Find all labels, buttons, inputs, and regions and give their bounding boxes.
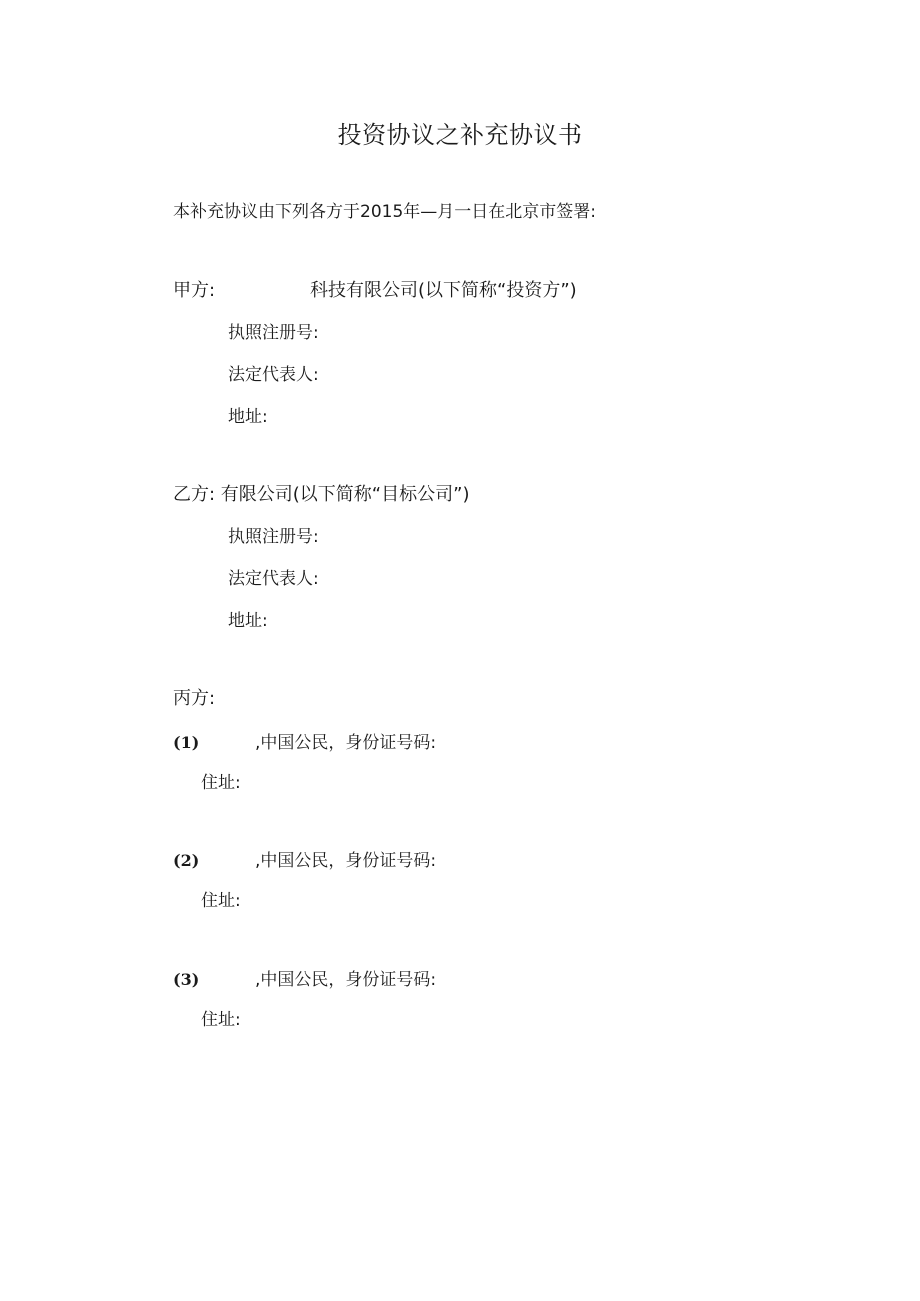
party-c-person-1-address-label: 住址: <box>201 773 241 793</box>
party-c-label: 丙方: <box>173 688 216 709</box>
party-c-person-3-id-line: ,中国公民，身份证号码: <box>255 970 437 990</box>
party-c-person-2-id-line: ,中国公民，身份证号码: <box>255 851 437 871</box>
document-title: 投资协议之补充协议书 <box>337 121 583 149</box>
party-a-registration-label: 执照注册号: <box>228 323 319 343</box>
party-c-person-1-id-line: ,中国公民，身份证号码: <box>255 733 437 753</box>
party-a-representative-label: 法定代表人: <box>228 365 319 385</box>
party-a-name: 科技有限公司(以下简称“投资方”) <box>310 280 577 301</box>
party-c-person-2-number: (2) <box>173 851 200 870</box>
party-b-address-label: 地址: <box>228 611 268 631</box>
party-a-label: 甲方: <box>173 280 216 301</box>
party-c-person-1-number: (1) <box>173 733 200 752</box>
party-c-person-3-address-label: 住址: <box>201 1010 241 1030</box>
party-c-person-3-number: (3) <box>173 970 200 989</box>
party-b-registration-label: 执照注册号: <box>228 527 319 547</box>
party-a-address-label: 地址: <box>228 407 268 427</box>
party-b-representative-label: 法定代表人: <box>228 569 319 589</box>
intro-statement: 本补充协议由下列各方于2015年—月一日在北京市签署: <box>173 202 596 222</box>
party-c-person-2-address-label: 住址: <box>201 891 241 911</box>
party-b-name: 乙方: 有限公司(以下简称“目标公司”) <box>173 484 470 505</box>
